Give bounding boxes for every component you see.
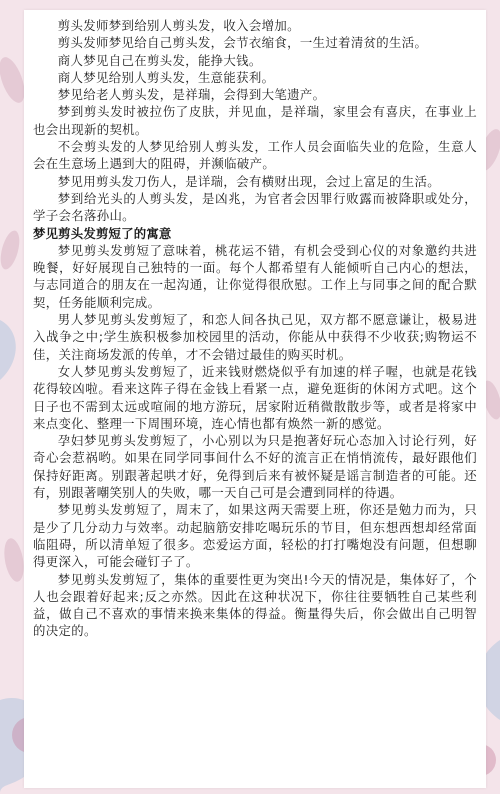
paragraph: 梦到剪头发时被拉伤了皮肤，并见血，是祥瑞，家里会有喜庆，在事业上也会出现新的契机。 bbox=[33, 104, 477, 137]
paragraph: 梦见用剪头发刀伤人，是详瑞，会有横财出现，会过上富足的生活。 bbox=[57, 173, 441, 189]
section-heading: 梦见剪头发剪短了的寓意 bbox=[33, 225, 172, 241]
paragraph: 商人梦见自己在剪头发，能挣大钱。 bbox=[57, 52, 262, 68]
paragraph: 梦见剪头发剪短了，周末了，如果这两天需要上班，你还是勉力而为，只是少了几分动力与效率。动起脑筋安排吃喝玩乐的节目，但东想西想却经常面临阻碍，所以清单短了很多。恋爱运方面，轻松的打打嘴炮没有问题，但想聊得更深入，可能会碰钉子了。 bbox=[33, 502, 477, 570]
article-body bbox=[33, 17, 477, 640]
paragraph: 剪头发师梦见给自己剪头发，会节衣缩食，一生过着清贫的生活。 bbox=[57, 35, 428, 51]
paragraph: 不会剪头发的人梦见给别人剪头发，工作人员会面临失业的危险，生意人会在生意场上遇到大的阻碍，并濒临破产。 bbox=[33, 139, 477, 172]
paragraph: 梦见剪头发剪短了意味着，桃花运不错，有机会受到心仪的对象邀约共进晚餐，好好展现自己独特的一面。每个人都希望有人能倾听自己内心的想法，与志同道合的朋友在一起沟通，让你觉得很欣慰。工作上与同事之间的配合默契，任务能顺利完成。 bbox=[33, 242, 477, 310]
paragraph: 商人梦见给别人剪头发，生意能获利。 bbox=[57, 69, 275, 85]
paragraph: 女人梦见剪头发剪短了，近来钱财燃烧似乎有加速的样子喔，也就是花钱花得较凶啦。看来这阵子得在金钱上看紧一点，避免逛街的休闲方式吧。这个日子也不需到太远或喧闹的地方游玩，居家附近稍微散散步等，或者是将家中来点变化、整理一下周围环境，连心情也都有焕然一新的感觉。 bbox=[33, 363, 477, 431]
paragraph: 男人梦见剪头发剪短了，和恋人间各执己见，双方都不愿意谦让，极易进入战争之中;学生族积极参加校园里的活动，你能从中获得不少收获;购物运不佳，关注商场发派的传单，才不会错过最佳的购买时机。 bbox=[33, 312, 477, 362]
paragraph: 梦到给光头的人剪头发，是凶兆，为官者会因罪行败露而被降职或处分，学子会名落孙山。 bbox=[33, 190, 477, 224]
paragraph: 梦见剪头发剪短了，集体的重要性更为突出!今天的情况是，集体好了，个人也会跟着好起来;反之亦然。因此在这种状况下，你往往要牺牲自己某些利益，做自己不喜欢的事情来换来集体的得益。衡量得失后，你会做出自己明智的决定的。 bbox=[33, 571, 477, 639]
paragraph: 剪头发师梦到给别人剪头发，收入会增加。 bbox=[57, 18, 300, 33]
paragraph: 梦见给老人剪头发，是祥瑞，会得到大笔遗产。 bbox=[57, 87, 326, 103]
paragraph: 孕妇梦见剪头发剪短了，小心别以为只是抱著好玩心态加入讨论行列，好奇心会惹祸哟。如果在同学同事间什么不好的流言正在悄悄流传，最好跟他们保持好距离。别跟著起哄才好，免得到后来有被怀疑是谣言制造者的可能。还有，别跟著嘲笑别人的失败，哪一天自己可是会遭到同样的待遇。 bbox=[33, 433, 477, 501]
